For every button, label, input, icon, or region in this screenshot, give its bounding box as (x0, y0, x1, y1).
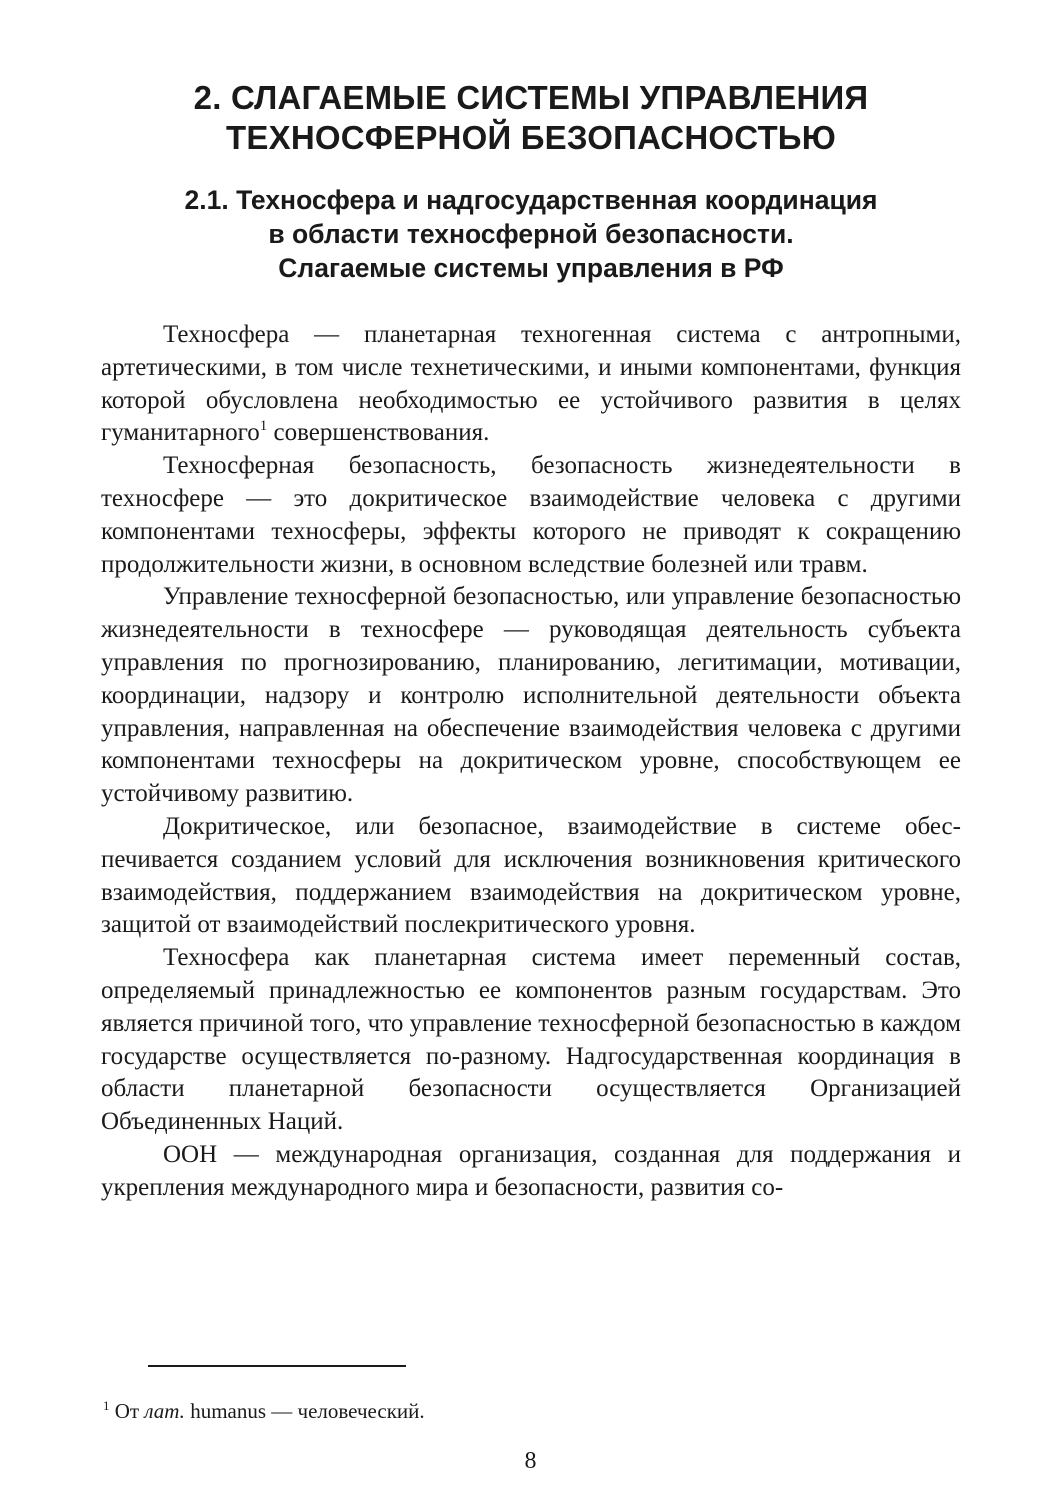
footnote-prefix: От (109, 1399, 145, 1423)
paragraph-technosphere-definition (101, 319, 961, 450)
section-title (101, 183, 961, 285)
paragraph-precritical-interaction: Докритическое, или безопасное, взаимодействие в системе обеспечивается созданием условий для исключения возникновения критического взаимодействия, поддержанием взаимодействия на докритическом уровне, защитой от взаимодействий послекритического уровня. (101, 812, 961, 939)
paragraph-technosphere-safety: Техносферная безопасность, безопасность жизнедеятельности в техносфере — это докритическое взаимодействие человека с другими компонентами техносферы, эффекты которого не приводят к сокращению продолжительности жизни, в основном вследствие болезней или травм. (101, 452, 961, 578)
section-title-line-1: 2.1. Техносфера и надгосударственная координация (184, 185, 878, 215)
paragraph-1-ending: совершенствования. (267, 419, 490, 447)
footnote-abbreviation: лат. (144, 1399, 185, 1423)
paragraph-safety-management: Управление техносферной безопасностью, или управление безопасностью жизнедеятельности в техносфере — руководящая деятельность субъекта управления по прогнозированию, планированию, легитимации, мотивации, координации, надзору и контролю исполнительной деятельности объекта управления, направленная на обеспечение взаимодействия человека с другими компонентами техносферы на докритическом уровне, способствующем ее устойчивому развитию. (101, 583, 961, 808)
paragraph-supranational-coordination: Техносфера как планетарная система имеет переменный состав, определяемый принадлежностью ее компонентов разным государствам. Это является причиной того, что управление техносферной безопасностью в каждом государстве осуществляется по-разному. Надгосударственная координация в области планетарной безопасности осуществляется Организацией Объединенных Наций. (101, 944, 961, 1136)
page-number: 8 (524, 1448, 537, 1474)
paragraph-1-text: Техносфера — планетарная техногенная система с антропными, артетическими, в том числе технетическими, и иными компонентами, функция которой обусловлена необходимостью ее устойчивого развития в целях гуманитарного (101, 321, 961, 447)
chapter-title-line-1: 2. СЛАГАЕМЫЕ СИСТЕМЫ УПРАВЛЕНИЯ (193, 79, 869, 116)
page-body (101, 78, 961, 1205)
section-title-line-2: в области техносферной безопасности. (268, 219, 794, 249)
section-title-line-3: Слагаемые системы управления в РФ (278, 253, 784, 283)
footnote-divider (148, 1365, 406, 1367)
footnote-text: humanus — человеческий. (184, 1399, 425, 1423)
body-text (101, 319, 961, 1205)
footnote (103, 1398, 963, 1424)
chapter-title-line-2: ТЕХНОСФЕРНОЙ БЕЗОПАСНОСТЬЮ (226, 119, 836, 156)
chapter-title (101, 78, 961, 158)
paragraph-un: ООН — международная организация, созданная для поддержания и укрепления международного мира и безопасности, развития со- (101, 1140, 961, 1201)
footnote-reference[interactable]: 1 (259, 418, 268, 435)
footnote-mark: 1 (103, 1398, 110, 1413)
